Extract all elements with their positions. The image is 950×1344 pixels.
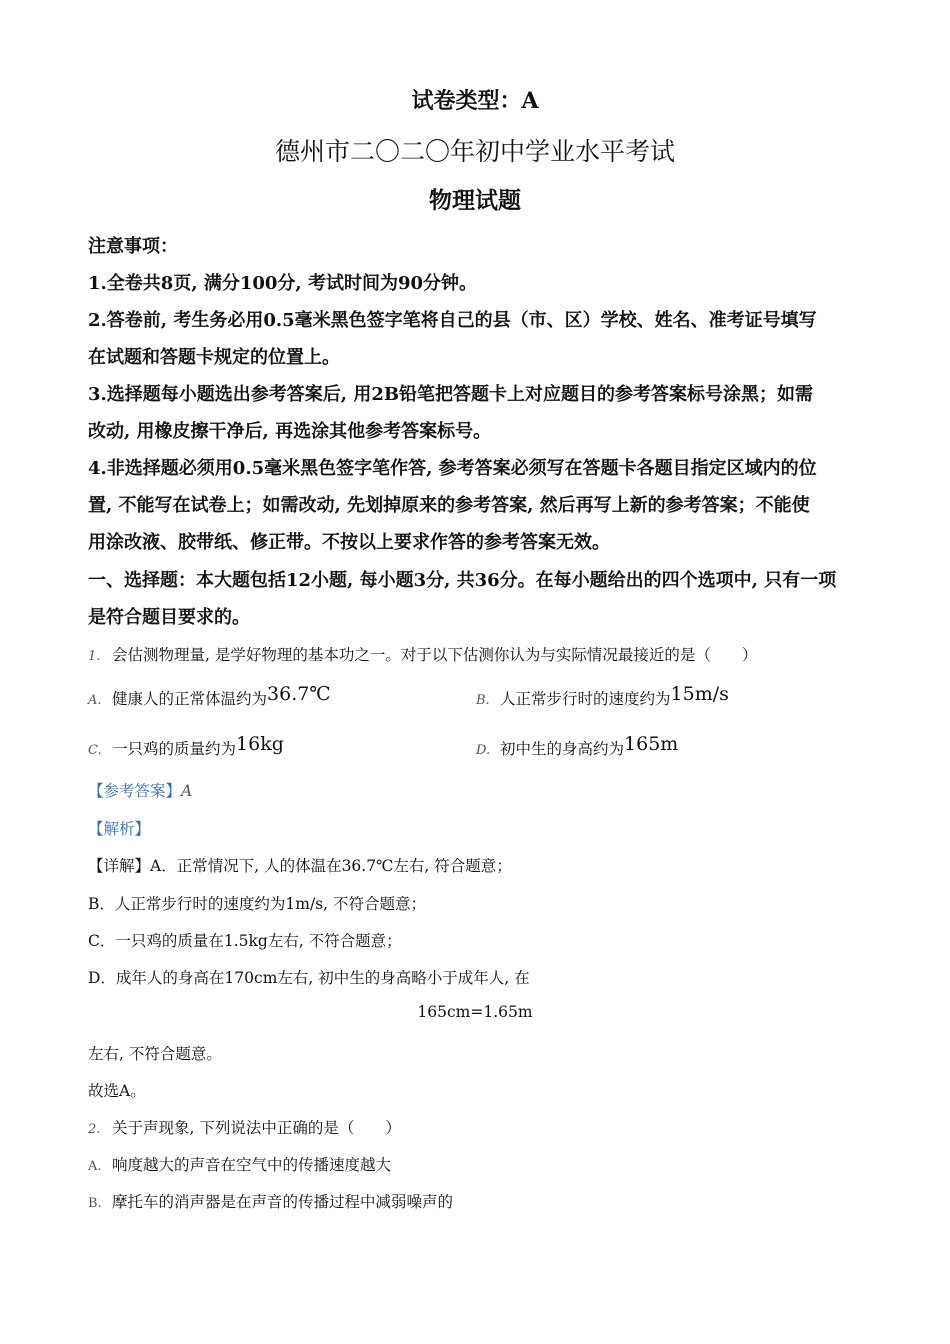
question-stem: 关于声现象, 下列说法中正确的是（ ） bbox=[112, 1119, 401, 1137]
option-value: 15m/s bbox=[670, 683, 729, 705]
subject-title: 物理试题 bbox=[429, 187, 521, 214]
section-1-line-2: 是符合题目要求的。 bbox=[88, 607, 250, 628]
detail-c: C．一只鸡的质量在1.5kg左右, 不符合题意； bbox=[88, 932, 402, 950]
detail-a: 【详解】A．正常情况下, 人的体温在36.7℃左右, 符合题意； bbox=[88, 857, 512, 875]
q1-option-c: C. 一只鸡的质量约为16kg bbox=[88, 733, 284, 758]
paper-type: 试卷类型：A bbox=[411, 88, 539, 114]
detail-d: D．成年人的身高在170cm左右, 初中生的身高略小于成年人, 在 bbox=[88, 969, 530, 987]
q2-option-b: B. 摩托车的消声器是在声音的传播过程中减弱噪声的 bbox=[88, 1193, 454, 1211]
answer-value: A bbox=[181, 782, 193, 800]
notice-item-4-line-3: 用涂改液、胶带纸、修正带。不按以上要求作答的参考答案无效。 bbox=[88, 532, 610, 553]
notice-item-3-line-1: 3.选择题每小题选出参考答案后, 用2B铅笔把答题卡上对应题目的参考答案标号涂黑；如需 bbox=[88, 384, 814, 405]
question-1 bbox=[88, 643, 888, 665]
detail-d-end: 左右, 不符合题意。 bbox=[88, 1045, 222, 1063]
notice-item-1: 1.全卷共8页, 满分100分, 考试时间为90分钟。 bbox=[88, 273, 478, 294]
option-value: 165m bbox=[624, 733, 679, 755]
equation: 165cm=1.65m bbox=[417, 1003, 533, 1021]
question-number: 1. bbox=[88, 649, 101, 664]
q1-option-b: B. 人正常步行时的速度约为15m/s bbox=[476, 683, 729, 708]
conclusion: 故选A。 bbox=[88, 1082, 146, 1100]
notice-item-3-line-2: 改动, 用橡皮擦干净后, 再选涂其他参考答案标号。 bbox=[88, 421, 492, 442]
q1-option-d: D. 初中生的身高约为165m bbox=[476, 733, 679, 758]
notice-item-2-line-2: 在试题和答题卡规定的位置上。 bbox=[88, 347, 340, 368]
section-1-line-1: 一、选择题：本大题包括12小题, 每小题3分, 共36分。在每小题给出的四个选项中, 只有一项 bbox=[88, 570, 837, 591]
q1-option-a: A. 健康人的正常体温约为36.7℃ bbox=[88, 683, 331, 708]
detail-b: B．人正常步行时的速度约为1m/s, 不符合题意； bbox=[88, 895, 426, 913]
answer-line bbox=[88, 779, 192, 801]
question-2 bbox=[88, 1116, 401, 1138]
analysis-label: 【解析】 bbox=[88, 820, 151, 838]
answer-label: 【参考答案】 bbox=[88, 782, 182, 800]
question-stem: 会估测物理量, 是学好物理的基本功之一。对于以下估测你认为与实际情况最接近的是（ ） bbox=[112, 646, 758, 664]
option-value: 36.7℃ bbox=[267, 683, 331, 705]
notice-item-4-line-2: 置, 不能写在试卷上；如需改动, 先划掉原来的参考答案, 然后再写上新的参考答案；不能使 bbox=[88, 495, 810, 516]
question-number: 2. bbox=[88, 1122, 101, 1137]
notice-item-2-line-1: 2.答卷前, 考生务必用0.5毫米黑色签字笔将自己的县（市、区）学校、姓名、准考证号填写 bbox=[88, 310, 817, 331]
exam-title: 德州市二〇二〇年初中学业水平考试 bbox=[274, 137, 675, 166]
notice-item-4-line-1: 4.非选择题必须用0.5毫米黑色签字笔作答, 参考答案必须写在答题卡各题目指定区域内的位 bbox=[88, 458, 817, 479]
notice-heading: 注意事项： bbox=[88, 236, 178, 257]
option-value: 16kg bbox=[236, 733, 284, 755]
q2-option-a: A. 响度越大的声音在空气中的传播速度越大 bbox=[88, 1156, 392, 1174]
detail-label: 【详解】 bbox=[88, 857, 151, 875]
